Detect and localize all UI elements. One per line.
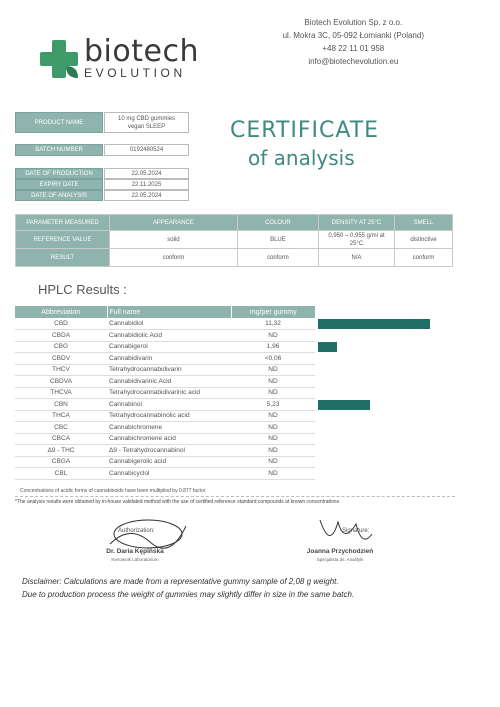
reference-density-line2: 25°C xyxy=(349,240,364,247)
hplc-cell-full: Cannabigerol xyxy=(107,341,231,353)
table-row xyxy=(15,422,315,434)
hplc-header-abbr: Abbreviation xyxy=(15,306,107,318)
table-row xyxy=(15,456,315,468)
company-logo xyxy=(38,34,213,84)
production-date-label: DATE OF PRODUCTION xyxy=(15,168,103,179)
hplc-cell-mg: ND xyxy=(231,468,315,480)
hplc-cell-full: Cannabidivarinic Acid xyxy=(107,376,231,388)
parameters-table xyxy=(15,214,453,267)
company-email[interactable]: info@biotechevolution.eu xyxy=(308,57,399,66)
table-row xyxy=(15,387,315,399)
hplc-title: HPLC Results : xyxy=(38,282,127,297)
reference-appearance: solid xyxy=(110,231,238,249)
result-density: N/A xyxy=(319,249,395,267)
hplc-cell-full: Cannabichromene xyxy=(107,422,231,434)
hplc-cell-mg: ND xyxy=(231,330,315,342)
hplc-cell-mg: <0,06 xyxy=(231,353,315,365)
hplc-cell-abbr: CBDVA xyxy=(15,376,107,388)
table-row xyxy=(15,468,315,480)
signature-right-title: Specjalista ds. Analityki xyxy=(316,557,364,562)
hplc-cell-full: Cannabidiol xyxy=(107,318,231,330)
acid-note: Concentrations of acidic forms of cannabinoids have been multiplied by 0.877 factor xyxy=(20,488,206,494)
batch-label: BATCH NUMBER xyxy=(15,144,103,156)
company-phone: +48 22 11 01 958 xyxy=(322,44,385,53)
hplc-cell-mg: ND xyxy=(231,422,315,434)
signature-block-right xyxy=(280,514,400,564)
hplc-cell-mg: 5,23 xyxy=(231,399,315,411)
hplc-header-full: Full name xyxy=(107,306,231,318)
hplc-header-row xyxy=(15,306,315,318)
param-header: PARAMETER MEASURED xyxy=(16,215,110,231)
hplc-cell-full: Cannabicyclol xyxy=(107,468,231,480)
company-address: ul. Mokra 3C, 05-092 Łomianki (Poland) xyxy=(282,31,424,40)
hplc-cell-full: Cannabigerolic acid xyxy=(107,456,231,468)
table-row xyxy=(15,399,315,411)
product-name-label: PRODUCT NAME xyxy=(15,112,103,133)
table-row xyxy=(15,353,315,365)
param-header: DENSITY AT 25°C xyxy=(319,215,395,231)
hplc-bar-cbn xyxy=(318,400,370,410)
result-label: RESULT xyxy=(16,249,110,267)
hplc-cell-mg: ND xyxy=(231,456,315,468)
expiry-date-label: EXPIRY DATE xyxy=(15,179,103,190)
disclaimer-line2: Due to production process the weight of gummies may slightly differ in size in the same batch. xyxy=(22,590,355,599)
result-row xyxy=(16,249,453,267)
hplc-cell-abbr: Δ9 - THC xyxy=(15,445,107,457)
table-row xyxy=(15,376,315,388)
hplc-cell-full: Cannabidivarin xyxy=(107,353,231,365)
reference-row xyxy=(16,231,453,249)
hplc-cell-abbr: CBL xyxy=(15,468,107,480)
hplc-header-mg: mg/per gummy xyxy=(231,306,315,318)
signature-left-title: Kierownik Laboratorium xyxy=(111,557,159,562)
hplc-cell-mg: 11,32 xyxy=(231,318,315,330)
brand-name: biotech xyxy=(84,34,199,69)
table-row xyxy=(15,410,315,422)
hplc-cell-full: Δ9 - Tetrahydrocannabinol xyxy=(107,445,231,457)
product-name-line1: 10 mg CBD gummies xyxy=(117,115,176,122)
hplc-cell-abbr: CBDA xyxy=(15,330,107,342)
company-name: Biotech Evolution Sp. z o.o. xyxy=(304,18,403,27)
analysis-date-label: DATE OF ANALYSIS xyxy=(15,190,103,201)
hplc-bar-cbg xyxy=(318,342,337,352)
signature-left-role: Authorization: xyxy=(118,528,155,534)
disclaimer xyxy=(22,575,492,601)
table-row xyxy=(15,318,315,330)
hplc-cell-abbr: CBGA xyxy=(15,456,107,468)
expiry-date-value: 22.11.2025 xyxy=(104,179,189,190)
param-header: COLOUR xyxy=(237,215,318,231)
reference-colour: BLUE xyxy=(237,231,318,249)
hplc-cell-mg: ND xyxy=(231,433,315,445)
method-note: *The analysis results were obtained by in-house validated method with the use of certified reference standard compounds at known concentrations xyxy=(15,499,340,505)
notes-divider xyxy=(15,496,455,497)
hplc-cell-abbr: CBC xyxy=(15,422,107,434)
hplc-cell-abbr: THCV xyxy=(15,364,107,376)
hplc-body xyxy=(15,318,315,479)
product-name-line2: vegan SLEEP xyxy=(127,123,166,130)
signature-right-role: Signature: xyxy=(342,528,370,534)
hplc-cell-mg: ND xyxy=(231,387,315,399)
batch-value: 0192480524 xyxy=(104,144,189,156)
hplc-cell-mg: ND xyxy=(231,445,315,457)
param-header: SMELL xyxy=(395,215,453,231)
result-smell: conform xyxy=(395,249,453,267)
hplc-cell-abbr: CBDV xyxy=(15,353,107,365)
hplc-cell-mg: 1,96 xyxy=(231,341,315,353)
table-row xyxy=(15,445,315,457)
signature-left-name: Dr. Daria Kępińska xyxy=(106,548,164,555)
production-date-value: 22.05.2024 xyxy=(104,168,189,179)
hplc-cell-mg: ND xyxy=(231,364,315,376)
hplc-cell-mg: ND xyxy=(231,376,315,388)
signature-right-name: Joanna Przychodzień xyxy=(306,548,374,555)
hplc-cell-full: Cannabichromene acid xyxy=(107,433,231,445)
brand-sub: EVOLUTION xyxy=(84,66,186,80)
param-header: APPEARANCE xyxy=(110,215,238,231)
reference-density-line1: 0,950 – 0,955 g/ml at xyxy=(328,232,385,239)
table-row xyxy=(15,330,315,342)
hplc-cell-abbr: CBD xyxy=(15,318,107,330)
hplc-cell-abbr: CBN xyxy=(15,399,107,411)
result-appearance: conform xyxy=(110,249,238,267)
reference-label: REFERENCE VALUE xyxy=(16,231,110,249)
table-row xyxy=(15,364,315,376)
result-colour: conform xyxy=(237,249,318,267)
hplc-cell-full: Cannabinol xyxy=(107,399,231,411)
certificate-title: CERTIFICATE xyxy=(230,118,380,143)
company-info xyxy=(283,16,424,68)
reference-smell: distinctive xyxy=(395,231,453,249)
hplc-cell-full: Tetrahydrocannabinolic acid xyxy=(107,410,231,422)
product-name-value xyxy=(104,112,189,133)
hplc-cell-mg: ND xyxy=(231,410,315,422)
hplc-cell-full: Tetrahydrocannabidivarin xyxy=(107,364,231,376)
hplc-cell-abbr: THCA xyxy=(15,410,107,422)
hplc-cell-full: Cannabidiolic Acid xyxy=(107,330,231,342)
hplc-cell-abbr: THCVA xyxy=(15,387,107,399)
hplc-cell-full: Tetrahydrocannabidivarinic acid xyxy=(107,387,231,399)
hplc-cell-abbr: CBCA xyxy=(15,433,107,445)
hplc-cell-abbr: CBG xyxy=(15,341,107,353)
table-row xyxy=(15,433,315,445)
reference-density xyxy=(319,231,395,249)
disclaimer-line1: Disclaimer: Calculations are made from a representative gummy sample of 2,08 g weight. xyxy=(22,577,339,586)
signature-block-left xyxy=(80,514,190,564)
certificate-subtitle: of analysis xyxy=(248,146,355,170)
hplc-bar-cbd xyxy=(318,319,430,329)
analysis-date-value: 22.05.2024 xyxy=(104,190,189,201)
hplc-table xyxy=(15,306,315,480)
table-row xyxy=(15,341,315,353)
parameters-header-row xyxy=(16,215,453,231)
plus-leaf-logo-icon xyxy=(38,38,80,80)
